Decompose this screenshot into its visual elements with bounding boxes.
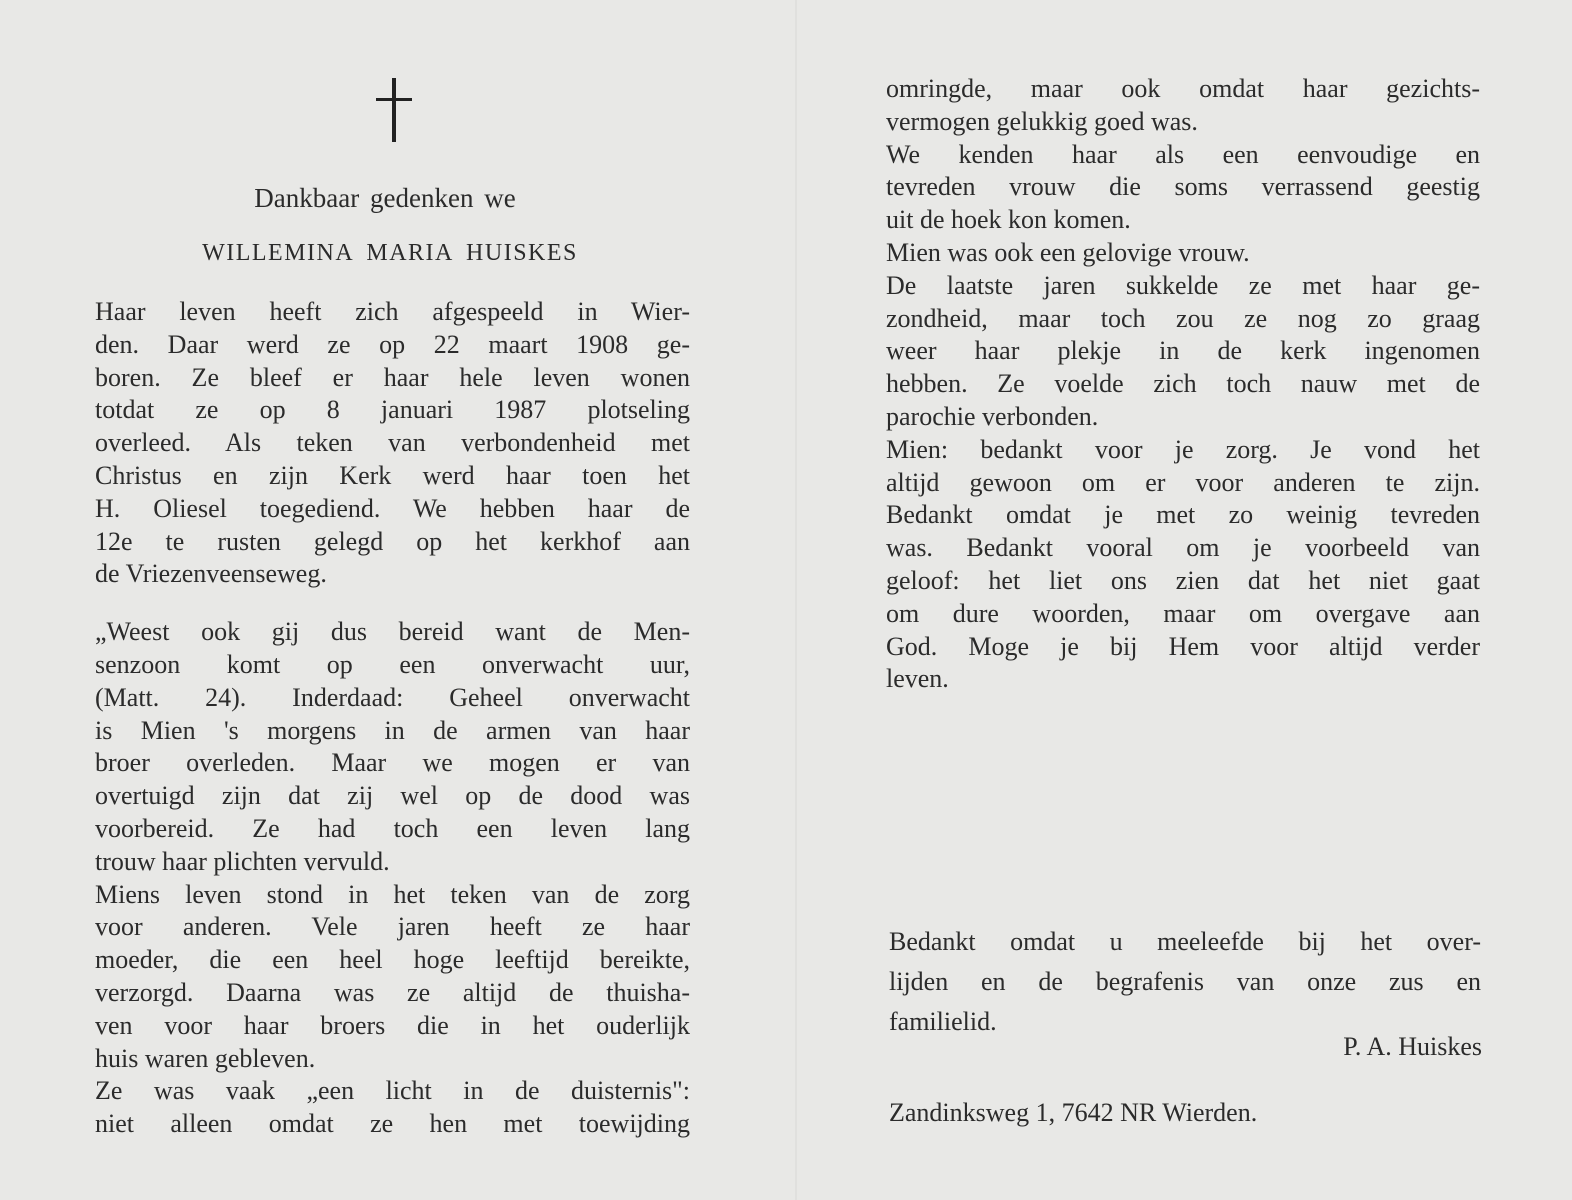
text-line: God. Moge je bij Hem voor altijd verder <box>886 631 1480 661</box>
text-line: overtuigd zijn dat zij wel op de dood was <box>95 781 690 811</box>
text-line: niet alleen omdat ze hen met toewijding <box>95 1109 690 1139</box>
text-line: huis waren gebleven. <box>95 1043 316 1073</box>
address: Zandinksweg 1, 7642 NR Wierden. <box>889 1098 1258 1127</box>
paragraph <box>886 73 1480 139</box>
paragraph <box>95 616 690 878</box>
text-line: broer overleden. Maar we mogen er van <box>95 748 690 778</box>
text-line: De laatste jaren sukkelde ze met haar ge- <box>886 270 1480 300</box>
text-line: Haar leven heeft zich afgespeeld in Wier- <box>95 297 690 326</box>
text-line: Christus en zijn Kerk werd haar toen het <box>95 460 690 490</box>
text-line: voor anderen. Vele jaren heeft ze haar <box>95 912 690 942</box>
text-line: tevreden vrouw die soms verrassend geestig <box>886 172 1480 202</box>
text-line: H. Oliesel toegediend. We hebben haar de <box>95 493 690 523</box>
text-line: ven voor haar broers die in het ouderlijk <box>95 1010 690 1040</box>
right-column-text <box>886 73 1480 696</box>
text-line: 12e te rusten gelegd op het kerkhof aan <box>95 526 690 556</box>
paragraph <box>95 296 690 591</box>
text-line: hebben. Ze voelde zich toch nauw met de <box>886 369 1480 399</box>
text-line: Ze was vaak „een licht in de duisternis": <box>95 1076 690 1106</box>
text-line: Bedankt omdat u meeleefde bij het over- <box>889 927 1481 956</box>
text-line: uit de hoek kon komen. <box>886 205 1131 235</box>
text-line: de Vriezenveenseweg. <box>95 559 327 589</box>
signature: P. A. Huiskes <box>1343 1032 1482 1061</box>
paragraph <box>886 139 1480 237</box>
text-line: om dure woorden, maar om overgave aan <box>886 598 1480 628</box>
text-line: overleed. Als teken van verbondenheid met <box>95 428 690 458</box>
text-line: geloof: het liet ons zien dat het niet gaat <box>886 565 1480 595</box>
text-line: lijden en de begrafenis van onze zus en <box>889 967 1481 996</box>
paragraph <box>886 237 1480 270</box>
paragraph <box>95 879 690 1076</box>
text-line: We kenden haar als een eenvoudige en <box>886 139 1480 169</box>
text-line: is Mien 's morgens in de armen van haar <box>95 715 690 745</box>
intro-heading: Dankbaar gedenken we <box>254 183 516 213</box>
text-line: den. Daar werd ze op 22 maart 1908 ge- <box>95 329 690 359</box>
paragraph <box>886 434 1480 696</box>
text-line: vermogen gelukkig goed was. <box>886 106 1198 136</box>
paragraph <box>95 1075 690 1141</box>
text-line: trouw haar plichten vervuld. <box>95 846 390 876</box>
text-line: leven. <box>886 664 949 694</box>
text-line: Bedankt omdat je met zo weinig tevreden <box>886 500 1480 530</box>
left-column-text <box>95 296 690 1141</box>
text-line: boren. Ze bleef er haar hele leven wonen <box>95 362 690 392</box>
text-line: Mien was ook een gelovige vrouw. <box>886 237 1250 267</box>
text-line: verzorgd. Daarna was ze altijd de thuisha- <box>95 977 690 1007</box>
cross-icon <box>376 78 412 144</box>
text-line: voorbereid. Ze had toch een leven lang <box>95 813 690 843</box>
text-line: altijd gewoon om er voor anderen te zijn. <box>886 467 1480 497</box>
text-line: moeder, die een heel hoge leeftijd bereikte, <box>95 945 690 975</box>
text-line: (Matt. 24). Inderdaad: Geheel onverwacht <box>95 682 690 712</box>
text-line: parochie verbonden. <box>886 401 1099 431</box>
text-line: Mien: bedankt voor je zorg. Je vond het <box>886 434 1480 464</box>
deceased-name: WILLEMINA MARIA HUISKES <box>202 240 578 266</box>
thanks-paragraph <box>889 922 1481 1042</box>
text-line: senzoon komt op een onverwacht uur, <box>95 649 690 679</box>
text-line: was. Bedankt vooral om je voorbeeld van <box>886 533 1480 563</box>
text-line: familielid. <box>889 1007 997 1036</box>
text-line: zondheid, maar toch zou ze nog zo graag <box>886 303 1480 333</box>
text-line: Miens leven stond in het teken van de zorg <box>95 879 690 909</box>
paragraph <box>886 270 1480 434</box>
card-fold <box>795 0 797 1200</box>
text-line: „Weest ook gij dus bereid want de Men- <box>95 617 690 647</box>
text-line: totdat ze op 8 januari 1987 plotseling <box>95 395 690 425</box>
text-line: omringde, maar ook omdat haar gezichts- <box>886 74 1480 103</box>
text-line: weer haar plekje in de kerk ingenomen <box>886 336 1480 366</box>
